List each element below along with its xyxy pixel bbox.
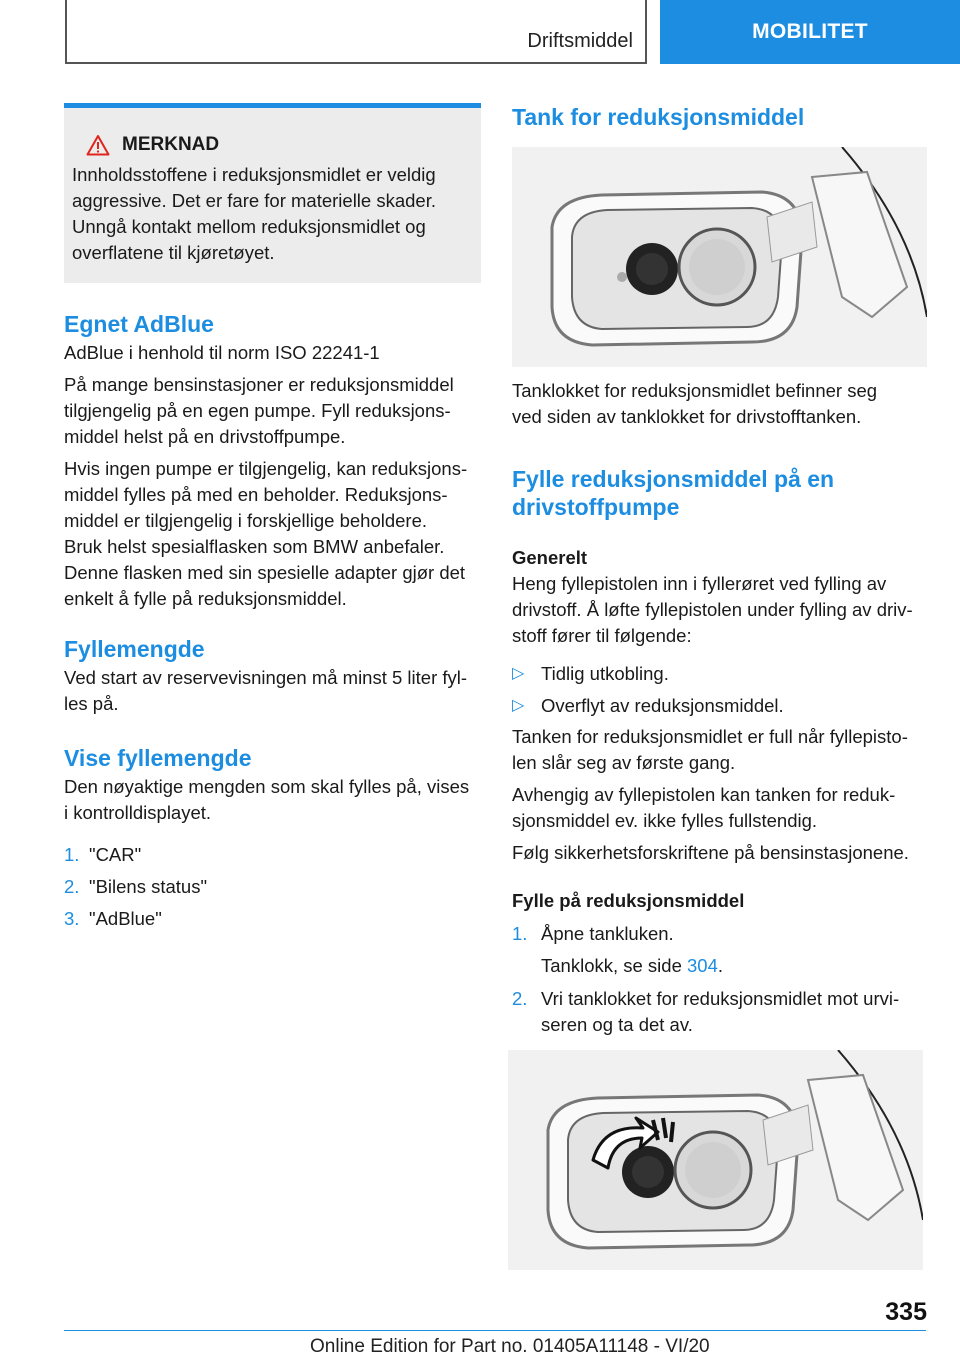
page-number: 335 [885,1298,927,1326]
step-text: Åpne tankluken. [541,923,674,944]
fylle-heading: Fylle reduksjonsmiddel på en [512,466,835,492]
fuel-door-photo [512,147,927,367]
fyllemengde-text: Ved start av reservevisningen må minst 5 liter fyl‐ [64,667,468,688]
egnet-text: Bruk helst spesialflasken som BMW anbefaler. [64,536,445,557]
egnet-heading: Egnet AdBlue [64,311,214,337]
tab-mobilitet[interactable]: MOBILITET [660,0,960,64]
step-text: Vri tanklokket for reduksjonsmidlet mot urvi‐ [541,988,900,1009]
step-sub-text: Tanklokk, se side [541,955,688,976]
notice-line: overflatene til kjøretøyet. [72,242,275,263]
notice-heading [86,134,473,156]
list-item [512,661,669,687]
fylle-heading-block [512,465,932,521]
notice-line: Unngå kontakt mellom reduksjonsmidlet og [72,216,426,237]
egnet-text: Hvis ingen pumpe er tilgjengelig, kan reduksjons‐ [64,458,468,479]
vise-text: Den nøyaktige mengden som skal fylles på, vises [64,776,470,797]
notice-line: Innholdsstoffene i reduksjonsmidlet er veldig [72,164,436,185]
egnet-section [64,310,484,612]
text-line: len slår seg av første gang. [512,752,736,773]
step-text: seren og ta det av. [541,1014,693,1035]
notice-title: MERKNAD [122,134,220,155]
step-text: "Bilens status" [89,876,208,897]
egnet-text: middel er tilgjengelig i forskjellige beholdere. [64,510,428,531]
list-item [64,842,141,868]
step-number: 2. [512,988,528,1009]
page-link[interactable]: 304 [687,955,718,976]
bullet-triangle-icon: ▷ [512,697,525,714]
fyllemengde-section [64,635,484,717]
step-number: 1. [64,844,80,865]
generelt-section [512,545,932,649]
fylle-heading: drivstoffpumpe [512,494,680,520]
fylle-pa-heading: Fylle på reduksjonsmiddel [512,890,745,911]
notice-box [64,103,481,283]
list-item [512,921,674,947]
step-text: "CAR" [89,844,142,865]
step-number: 3. [64,908,80,929]
generelt-text: drivstoff. Å løfte fyllepistolen under fylling av driv‐ [512,599,913,620]
list-item [64,906,162,932]
bullet-text: Overflyt av reduksjonsmiddel. [541,695,784,716]
egnet-text: tilgjengelig på en egen pumpe. Fyll reduksjons‐ [64,400,451,421]
fyllemengde-heading: Fyllemengde [64,636,205,662]
section-title: Driftsmiddel [527,30,633,52]
edition-text: Online Edition for Part no. 01405A11148 - VI/20 [310,1336,710,1357]
fyllemengde-text: les på. [64,693,119,714]
tank-caption [512,378,932,430]
vise-text: i kontrolldisplayet. [64,802,212,823]
vise-heading: Vise fyllemengde [64,745,252,771]
list-item [512,693,784,719]
generelt-text: stoff fører til følgende: [512,625,692,646]
step-sub-end: . [717,955,724,976]
egnet-text: middel helst på en drivstoffpumpe. [64,426,346,447]
text-line: Tanken for reduksjonsmidlet er full når fyllepisto‐ [512,726,908,747]
egnet-text: middel fylles på med en beholder. Reduksjons‐ [64,484,448,505]
fuel-cap-illustration [508,1050,923,1270]
bullet-text: Tidlig utkobling. [541,663,669,684]
fuel-door-illustration [512,147,927,367]
generelt-text: Heng fyllepistolen inn i fyllerøret ved fylling av [512,573,887,594]
notice-line: aggressive. Det er fare for materielle skader. [72,190,436,211]
footer-divider [64,1330,926,1331]
egnet-text: Denne flasken med sin spesielle adapter gjør det [64,562,466,583]
vise-section [64,744,484,826]
caption-line: Tanklokket for reduksjonsmidlet befinner seg [512,380,878,401]
caption-line: ved siden av tanklokket for drivstofftanken. [512,406,862,427]
egnet-norm: AdBlue i henhold til norm ISO 22241-1 [64,342,380,363]
tank-full-text [512,724,932,866]
egnet-text: På mange bensinstasjoner er reduksjonsmiddel [64,374,454,395]
bullet-triangle-icon: ▷ [512,665,525,682]
list-item [64,874,207,900]
text-line: Avhengig av fyllepistolen kan tanken for reduk‐ [512,784,896,805]
step-number: 2. [64,876,80,897]
step-number: 1. [512,923,528,944]
fuel-cap-photo [508,1050,923,1270]
step-text: "AdBlue" [89,908,162,929]
generelt-heading: Generelt [512,547,588,568]
tank-heading: Tank for reduksjonsmiddel [512,104,805,130]
header-box [65,0,647,64]
egnet-text: enkelt å fylle på reduksjonsmiddel. [64,588,347,609]
text-line: sjonsmiddel ev. ikke fylles fullstendig. [512,810,818,831]
list-item [512,986,899,1038]
text-line: Følg sikkerhetsforskriftene på bensinstasjonene. [512,842,909,863]
step-sub [541,953,723,979]
warning-icon [86,134,110,156]
